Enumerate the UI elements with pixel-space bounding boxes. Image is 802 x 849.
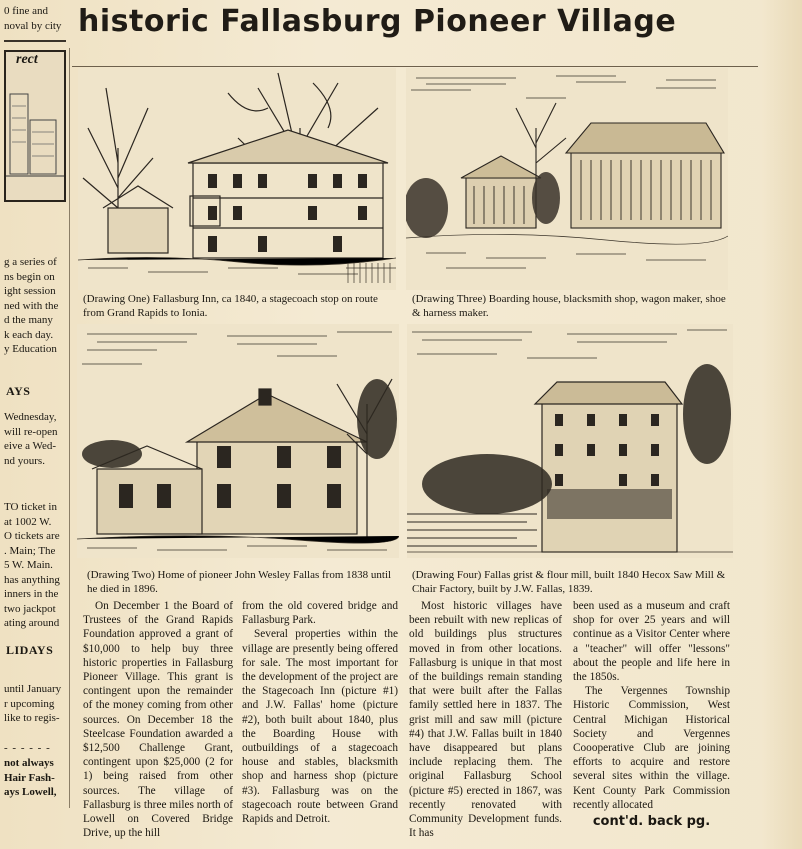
left-line: at 1002 W. <box>4 515 52 528</box>
left-line: r upcoming <box>4 697 55 710</box>
paragraph: The Vergennes Township Historic Commission, West Central Michigan Historical Society and Vergennes Coooperative Club are joining efforts to acquire and restore several sites within the village. Kent County Park Commission recently allocated <box>573 685 730 811</box>
page-edge-shadow <box>762 0 802 849</box>
drawing-three-boarding-house <box>406 68 728 290</box>
caption-drawing-three: (Drawing Three) Boarding house, blacksmith shop, wagon maker, shoe & harness maker. <box>412 293 726 319</box>
caption-drawing-two: (Drawing Two) Home of pioneer John Wesley Fallas from 1838 until he died in 1896. <box>87 569 392 595</box>
left-fashion-text <box>4 756 64 800</box>
left-line: ating around <box>4 617 60 629</box>
caption-drawing-four: (Drawing Four) Fallas grist & flour mill, built 1840 Hecox Saw Mill & Chair Factory, built by J.W. Fallas, 1839. <box>412 569 726 595</box>
left-line: not always <box>4 757 54 769</box>
column-3-text: Most historic villages have been rebuilt with new replicas of old buildings plus structures moved in from other locations. Fallasburg is unique in that most of the buildings remain standing that were built after the Fallas family settled here in 1837. The grist mill and saw mill (picture #4) that J.W. Fallas built in 1840 have disappeared but plans include replacing them. The original Fallasburg School (picture #5) erected in 1867, was recently renovated with Community Development funds. It has <box>409 600 562 840</box>
left-line: y Education <box>4 343 57 355</box>
left-photo-frame <box>4 50 66 202</box>
left-line: will re-open <box>4 425 58 438</box>
left-dashes: - - - - - - <box>4 742 51 754</box>
left-divider <box>4 40 66 42</box>
left-line: noval by city <box>4 19 62 32</box>
caption-drawing-one: (Drawing One) Fallasburg Inn, ca 1840, a stagecoach stop on route from Grand Rapids to Ionia. <box>83 293 378 319</box>
left-line: eive a Wed- <box>4 440 57 452</box>
left-line: Hair Fash- <box>4 771 55 784</box>
left-heading-holidays: LIDAYS <box>6 643 54 657</box>
left-line: ight session <box>4 285 56 297</box>
paragraph: Several properties within the village are presently being offered for sale. The most important for the development of the project are the Stagecoach Inn (picture #1) and J.W. Fallas' home (picture #2), both built about 1840, plus the Boarding House with outbuildings of a stagecoach house and stables, blacksmith shop and harness shop (picture #3). Fallasburg was on the stagecoach route between Grand Rapids and Detroit. <box>242 628 398 826</box>
column-1-text: On December 1 the Board of Trustees of the Grand Rapids Foundation approved a grant of $10,000 to help buy three historic properties in Fallasburg Pioneer Village. This grant is contingent upon the remainder of the money coming from other sources. On December 18 the Steelcase Foundation awarded a $12,500 Challenge Grant, contingent upon $25,000 (2 for 1) being raised from other sources. The village of Fallasburg is three miles north of Lowell on Covered Bridge Drive, up the hill <box>83 600 233 840</box>
left-line: 0 fine and <box>4 5 48 17</box>
left-line: like to regis- <box>4 712 60 724</box>
article-column-2 <box>242 599 398 826</box>
left-building-sketch <box>6 70 64 200</box>
left-line: ned with the <box>4 299 59 312</box>
left-line: g a series of <box>4 256 57 268</box>
left-line: ays Lowell, <box>4 786 57 798</box>
headline-rule <box>72 66 758 67</box>
left-top-text <box>4 4 64 33</box>
left-line: ns begin on <box>4 270 55 283</box>
left-line: two jackpot <box>4 602 56 615</box>
column-divider <box>69 48 70 808</box>
left-line: . Main; The <box>4 544 56 557</box>
column-4-text: been used as a museum and craft shop for over 25 years and will continue as a Visitor Center where a "teacher" will offer "lessons" about the people and life here in the 1850s. <box>573 600 730 684</box>
left-heading-days: AYS <box>6 384 31 398</box>
left-holiday-text <box>4 682 64 726</box>
headline: historic Fallasburg Pioneer Village <box>78 4 677 39</box>
column-2-text: from the old covered bridge and Fallasburg Park. <box>242 600 398 627</box>
left-days-text <box>4 410 64 468</box>
left-line: k each day. <box>4 328 54 341</box>
left-line: has anything <box>4 573 60 586</box>
left-ticket-text <box>4 500 64 631</box>
article-column-1 <box>83 599 233 840</box>
left-line: Wednesday, <box>4 411 57 423</box>
left-line: d the many <box>4 314 53 326</box>
left-script-word: rect <box>16 52 38 67</box>
drawing-one-inn <box>78 68 396 290</box>
drawing-four-mill <box>407 324 733 558</box>
drawing-two-fallas-home <box>77 324 399 558</box>
left-line: until January <box>4 683 62 695</box>
left-line: 5 W. Main. <box>4 559 53 571</box>
left-education-text <box>4 255 64 357</box>
left-line: nd yours. <box>4 454 45 467</box>
left-line: TO ticket in <box>4 501 57 513</box>
article-column-4 <box>573 599 730 829</box>
left-line: inners in the <box>4 588 59 600</box>
continued-back-page: cont'd. back pg. <box>592 814 711 830</box>
left-line: O tickets are <box>4 530 60 542</box>
article-column-3 <box>409 599 562 840</box>
